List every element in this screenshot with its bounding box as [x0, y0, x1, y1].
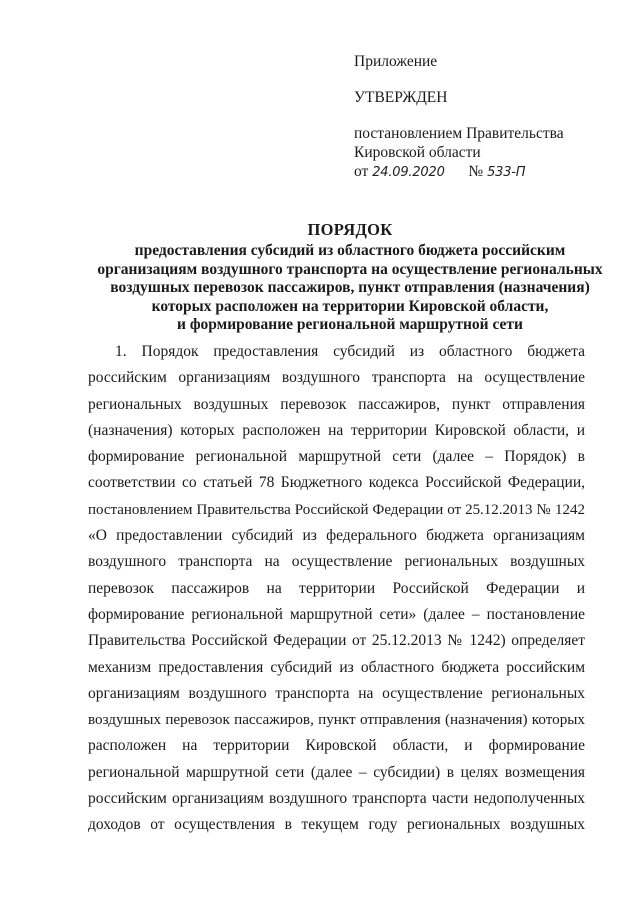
body-line: механизм предоставления субсидий из областного бюджета российским — [88, 658, 585, 676]
number-prefix: № — [468, 163, 484, 180]
subtitle-line: организациям воздушного транспорта на осуществление региональных — [97, 260, 603, 278]
body-line: региональных воздушных перевозок пассажиров, пункт отправления — [88, 395, 585, 413]
subtitle-line: и формирование региональной маршрутной сети — [177, 316, 523, 334]
body-line: Правительства Российской Федерации от 25.12.2013 № 1242) определяет — [88, 632, 585, 650]
body-line: воздушного транспорта на осуществление региональных воздушных — [88, 553, 585, 571]
annex-label: Приложение — [354, 53, 438, 70]
body-line: «О предоставлении субсидий из федерального бюджета организациям — [88, 527, 585, 545]
body-line: формирование региональной маршрутной сети» (далее – постановление — [88, 605, 585, 623]
body-line: 1. Порядок предоставления субсидий из областного бюджета — [115, 343, 585, 360]
body-line: формирование региональной маршрутной сети (далее – Порядок) в — [88, 448, 585, 466]
handwritten-number: 533-П — [487, 165, 526, 180]
document-body — [88, 339, 585, 839]
from-prefix: от — [354, 163, 369, 180]
document-subtitle — [60, 240, 640, 335]
body-line: региональной маршрутной сети (далее – субсидии) в целях возмещения — [88, 763, 585, 781]
body-line: соответствии со статьей 78 Бюджетного кодекса Российской Федерации, — [88, 474, 585, 492]
handwritten-date: 24.09.2020 — [372, 165, 445, 180]
subtitle-line: которых расположен на территории Кировской области, — [151, 297, 549, 315]
subtitle-line: воздушных перевозок пассажиров, пункт отправления (назначения) — [110, 279, 590, 297]
body-line: российским организациям воздушного транспорта на осуществление — [88, 369, 585, 387]
body-line: организациям воздушного транспорта на осуществление региональных — [88, 684, 585, 702]
resolution-line-1: постановлением Правительства — [354, 125, 564, 142]
body-line: расположен на территории Кировской области, и формирование — [88, 737, 585, 755]
body-line: доходов от осуществления в текущем году региональных воздушных — [88, 816, 585, 834]
body-line: перевозок пассажиров на территории Российской Федерации и — [88, 579, 585, 597]
approved-label: УТВЕРЖДЕН — [354, 89, 448, 106]
body-line: постановлением Правительства Российской Федерации от 25.12.2013 № 1242 — [88, 501, 585, 518]
subtitle-line: предоставления субсидий из областного бюджета российским — [134, 242, 566, 259]
body-line: (назначения) которых расположен на территории Кировской области, и — [88, 421, 585, 439]
resolution-line-2: Кировской области — [354, 144, 481, 161]
body-line: воздушных перевозок пассажиров, пункт отправления (назначения) которых — [88, 712, 585, 729]
document-title: ПОРЯДОК — [307, 220, 393, 239]
document-title-block — [60, 220, 640, 335]
resolution-date-line — [354, 162, 525, 182]
body-line: российским организациям воздушного транспорта части недополученных — [88, 790, 585, 808]
